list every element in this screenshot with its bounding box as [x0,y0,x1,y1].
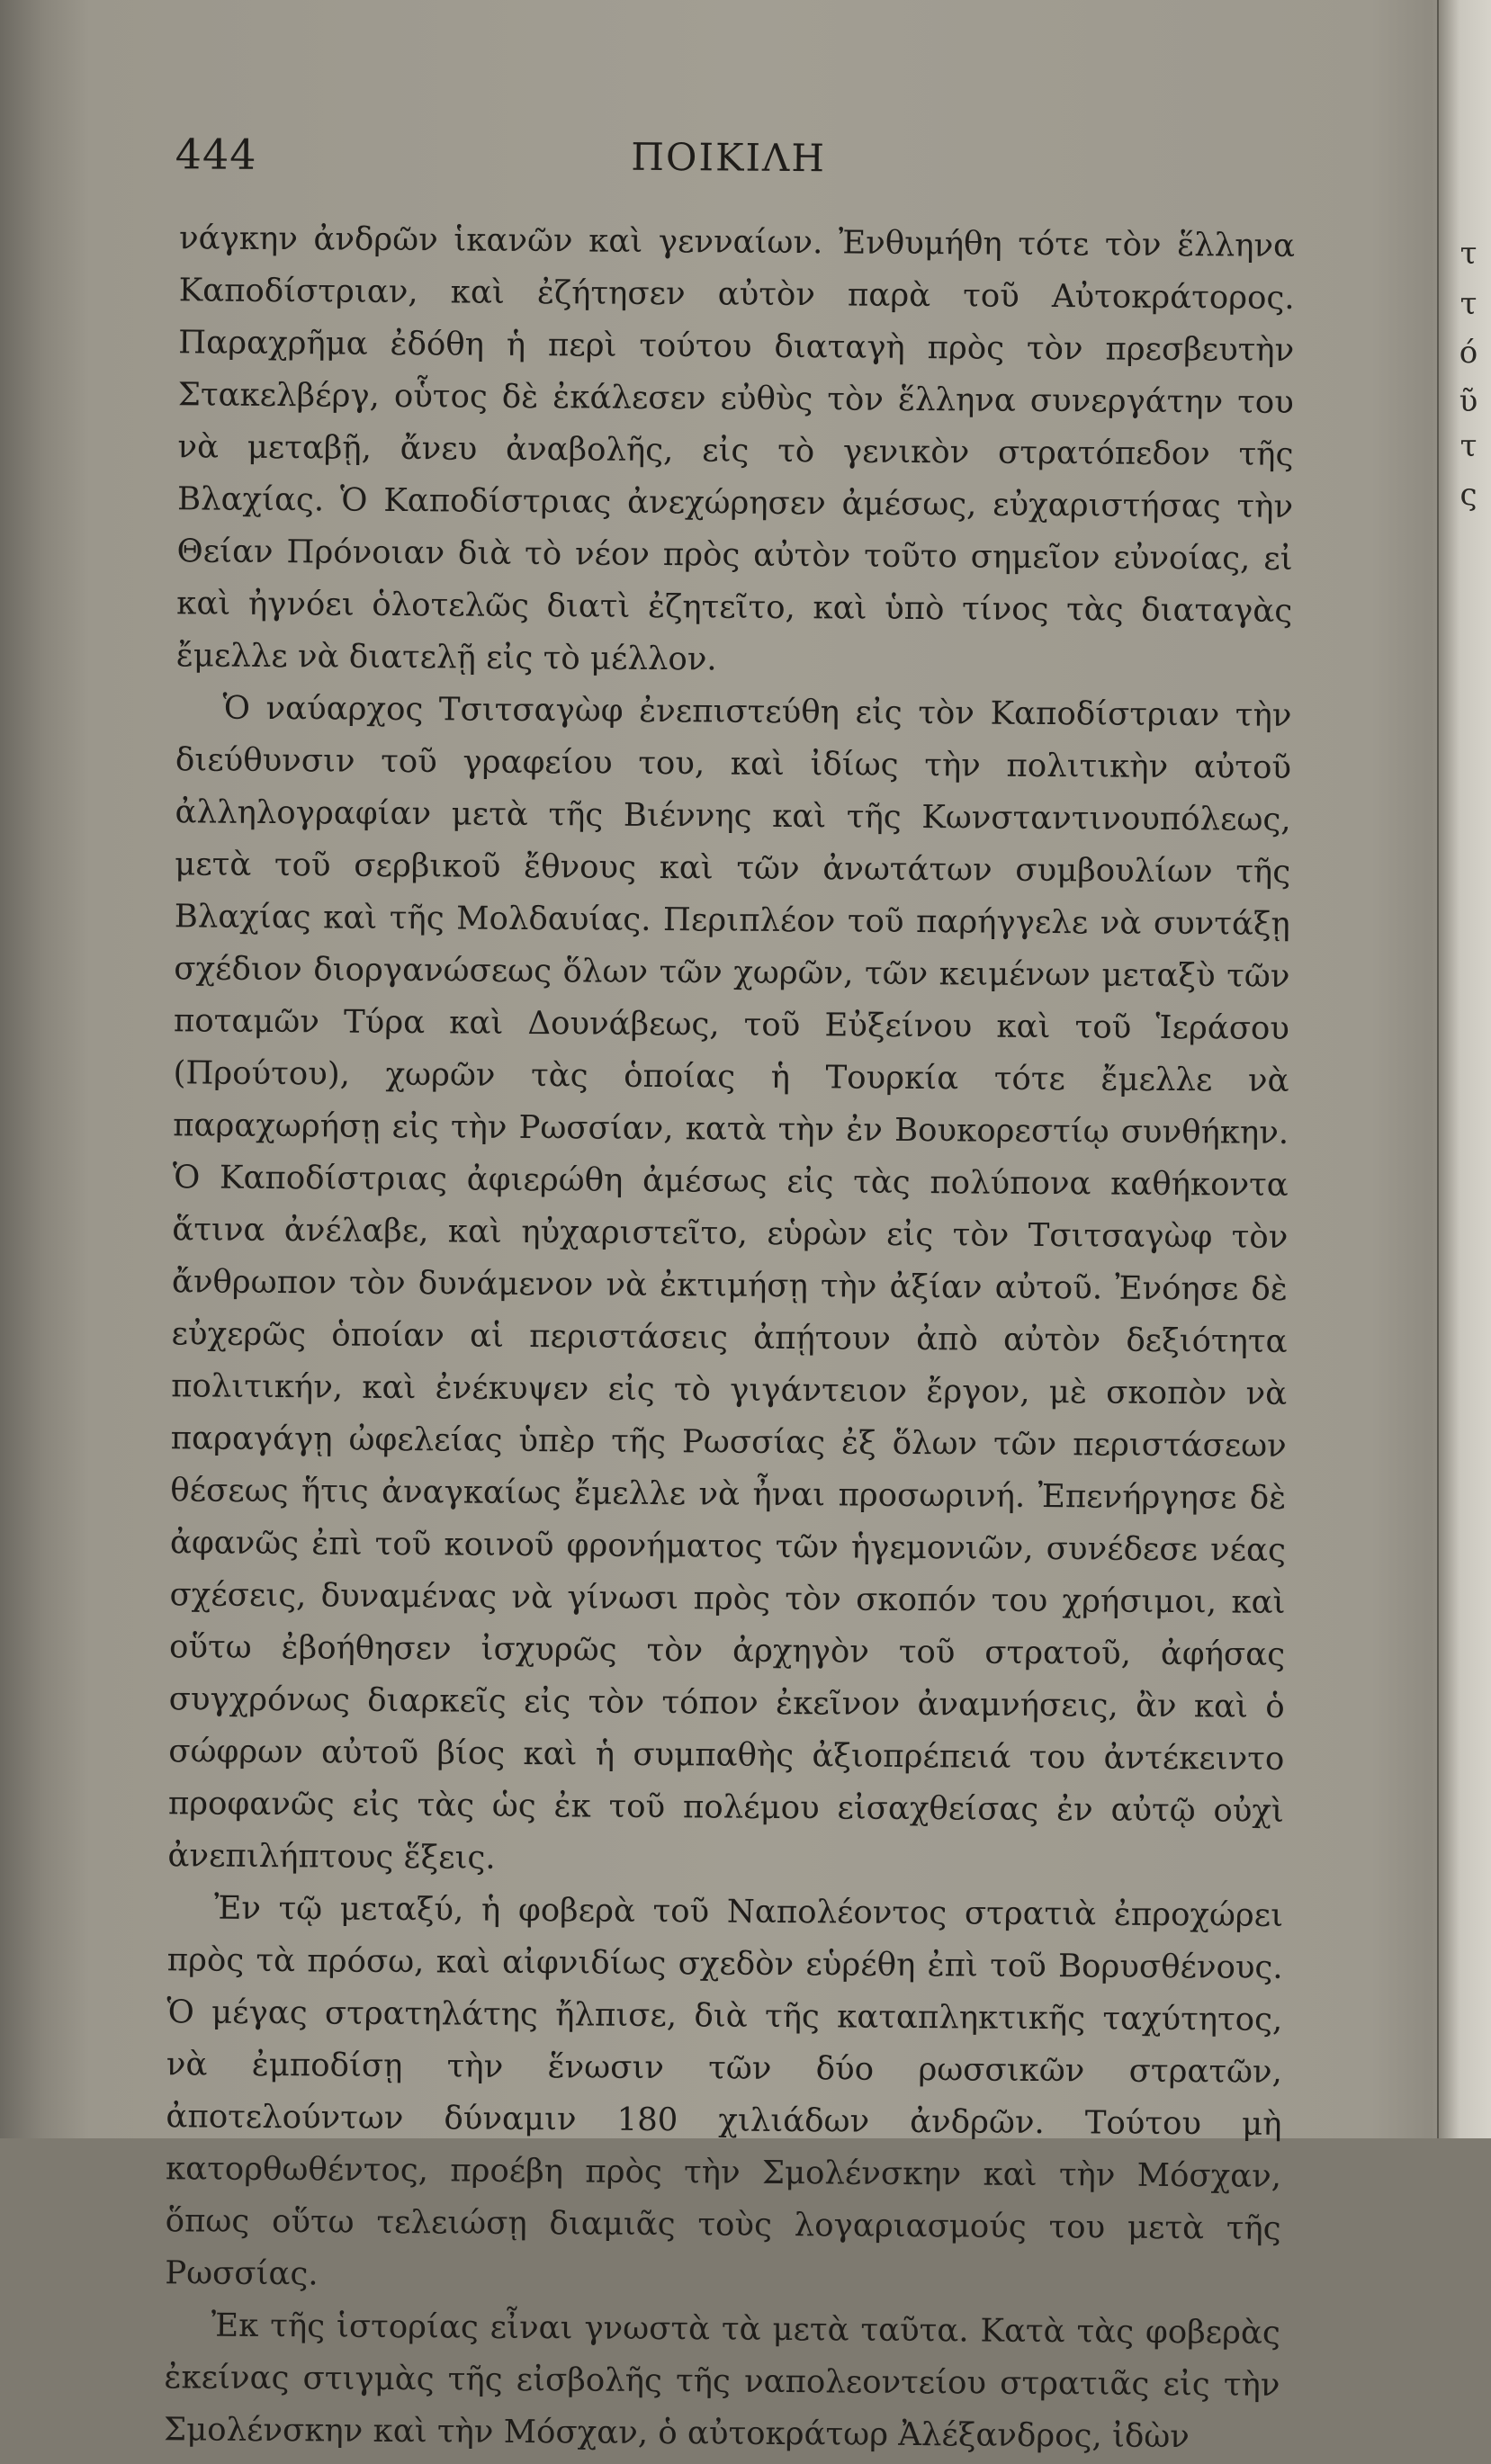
paragraph-2: Ὁ ναύαρχος Τσιτσαγὼφ ἐνεπιστεύθη εἰς τὸν Καποδίστριαν τὴν διεύθυνσιν τοῦ γραφείου του, καὶ ἰδίως τὴν πολιτικὴν αὐτοῦ ἀλληλογραφίαν μετὰ τῆς Βιέννης καὶ τῆς Κωνσταντινουπόλεως, μετὰ τοῦ σερβικοῦ ἔθνους καὶ τῶν ἀνωτάτων συμβουλίων τῆς Βλαχίας καὶ τῆς Μολδαυίας. Περιπλέον τοῦ παρήγγελε νὰ συντάξῃ σχέδιον διοργανώσεως ὅλων τῶν χωρῶν, τῶν κειμένων μεταξὺ τῶν ποταμῶν Τύρα καὶ Δουνάβεως, τοῦ Εὐξείνου καὶ τοῦ Ἱεράσου (Προύτου), χωρῶν τὰς ὁποίας ἡ Τουρκία τότε ἔμελλε νὰ παραχωρήσῃ εἰς τὴν Ρωσσίαν, κατὰ τὴν ἐν Βουκορεστίῳ συνθήκην. Ὁ Καποδίστριας ἀφιερώθη ἀμέσως εἰς τὰς πολύπονα καθήκοντα ἅτινα ἀνέλαβε, καὶ ηὐχαριστεῖτο, εὑρὼν εἰς τὸν Τσιτσαγὼφ τὸν ἄνθρωπον τὸν δυνάμενον νὰ ἐκτιμήσῃ τὴν ἀξίαν αὐτοῦ. Ἐνόησε δὲ εὐχερῶς ὁποίαν αἱ περιστάσεις ἀπῄτουν ἀπὸ αὐτὸν δεξιότητα πολιτικήν, καὶ ἐνέκυψεν εἰς τὸ γιγάντειον ἔργον, μὲ σκοπὸν νὰ παραγάγῃ ὠφελείας ὑπὲρ τῆς Ρωσσίας ἐξ ὅλων τῶν περιστάσεων θέσεως ἥτις ἀναγκαίως ἔμελλε νὰ ἦναι προσωρινή. Ἐπενήργησε δὲ ἀφανῶς ἐπὶ τοῦ κοινοῦ φρονήματος τῶν ἡγεμονιῶν, συνέδεσε νέας σχέσεις, δυναμένας νὰ γίνωσι πρὸς τὸν σκοπόν του χρήσιμοι, καὶ οὕτω ἐβοήθησεν ἰσχυρῶς τὸν ἀρχηγὸν τοῦ στρατοῦ, ἀφήσας συγχρόνως διαρκεῖς εἰς τὸν τόπον ἐκεῖνον ἀναμνήσεις, ἂν καὶ ὁ σώφρων αὐτοῦ βίος καὶ ἡ συμπαθὴς ἀξιοπρέπειά του ἀντέκειντο προφανῶς εἰς τὰς ὡς ἐκ τοῦ πολέμου εἰσαχθείσας ἐν αὐτῷ οὐχὶ ἀνεπιλήπτους ἕξεις. [167,689,1292,1877]
paragraph-3: Ἐν τῷ μεταξύ, ἡ φοβερὰ τοῦ Ναπολέοντος στρατιὰ ἐπροχώρει πρὸς τὰ πρόσω, καὶ αἰφνιδίως σχεδὸν εὑρέθη ἐπὶ τοῦ Βορυσθένους. Ὁ μέγας στρατηλάτης ἤλπισε, διὰ τῆς καταπληκτικῆς ταχύτητος, νὰ ἐμποδίσῃ τὴν ἕνωσιν τῶν δύο ρωσσικῶν στρατῶν, ἀποτελούντων δύναμιν 180 χιλιάδων ἀνδρῶν. Τούτου μὴ κατορθωθέντος, προέβη πρὸς τὴν Σμολένσκην καὶ τὴν Μόσχαν, ὅπως οὕτω τελειώσῃ διαμιᾶς τοὺς λογαριασμούς του μετὰ τῆς Ρωσσίας. [165,1889,1284,2293]
facing-page-edge [1437,0,1491,2138]
book-page [130,117,1314,2456]
edge-glyph: τ [1460,236,1478,272]
page-number: 444 [175,130,257,179]
edge-glyph: ό [1459,335,1478,371]
paragraph-1: νάγκην ἀνδρῶν ἱκανῶν καὶ γενναίων. Ἐνθυμήθη τότε τὸν ἕλληνα Καποδίστριαν, καὶ ἐζήτησεν αὐτὸν παρὰ τοῦ Αὐτοκράτορος. Παραχρῆμα ἐδόθη ἡ περὶ τούτου διαταγὴ πρὸς τὸν πρεσβευτὴν Στακελβέργ, οὗτος δὲ ἐκάλεσεν εὐθὺς τὸν ἕλληνα συνεργάτην του νὰ μεταβῇ, ἄνευ ἀναβολῆς, εἰς τὸ γενικὸν στρατόπεδον τῆς Βλαχίας. Ὁ Καποδίστριας ἀνεχώρησεν ἀμέσως, εὐχαριστήσας τὴν Θείαν Πρόνοιαν διὰ τὸ νέον πρὸς αὐτὸν τοῦτο σημεῖον εὐνοίας, εἰ καὶ ἠγνόει ὁλοτελῶς διατὶ ἐζητεῖτο, καὶ ὑπὸ τίνος τὰς διαταγὰς ἔμελλε νὰ διατελῇ εἰς τὸ μέλλον. [175,220,1296,678]
edge-glyph: ῦ [1459,383,1478,419]
running-title: ΠΟΙΚΙΛΗ [631,134,827,181]
paragraph-4: Ἐκ τῆς ἱστορίας εἶναι γνωστὰ τὰ μετὰ ταῦτα. Κατὰ τὰς φοβερὰς ἐκείνας στιγμὰς τῆς εἰσβολῆς τῆς ναπολεοντείου στρατιᾶς εἰς τὴν Σμολένσκην καὶ τὴν Μόσχαν, ὁ αὐτοκράτωρ Ἀλέξανδρος, ἰδὼν [163,2307,1280,2456]
page-header [143,117,1313,190]
edge-glyph: τ [1460,428,1478,464]
edge-glyph: ς [1460,477,1478,513]
body-text [128,212,1313,2464]
edge-glyph: τ [1460,286,1478,322]
